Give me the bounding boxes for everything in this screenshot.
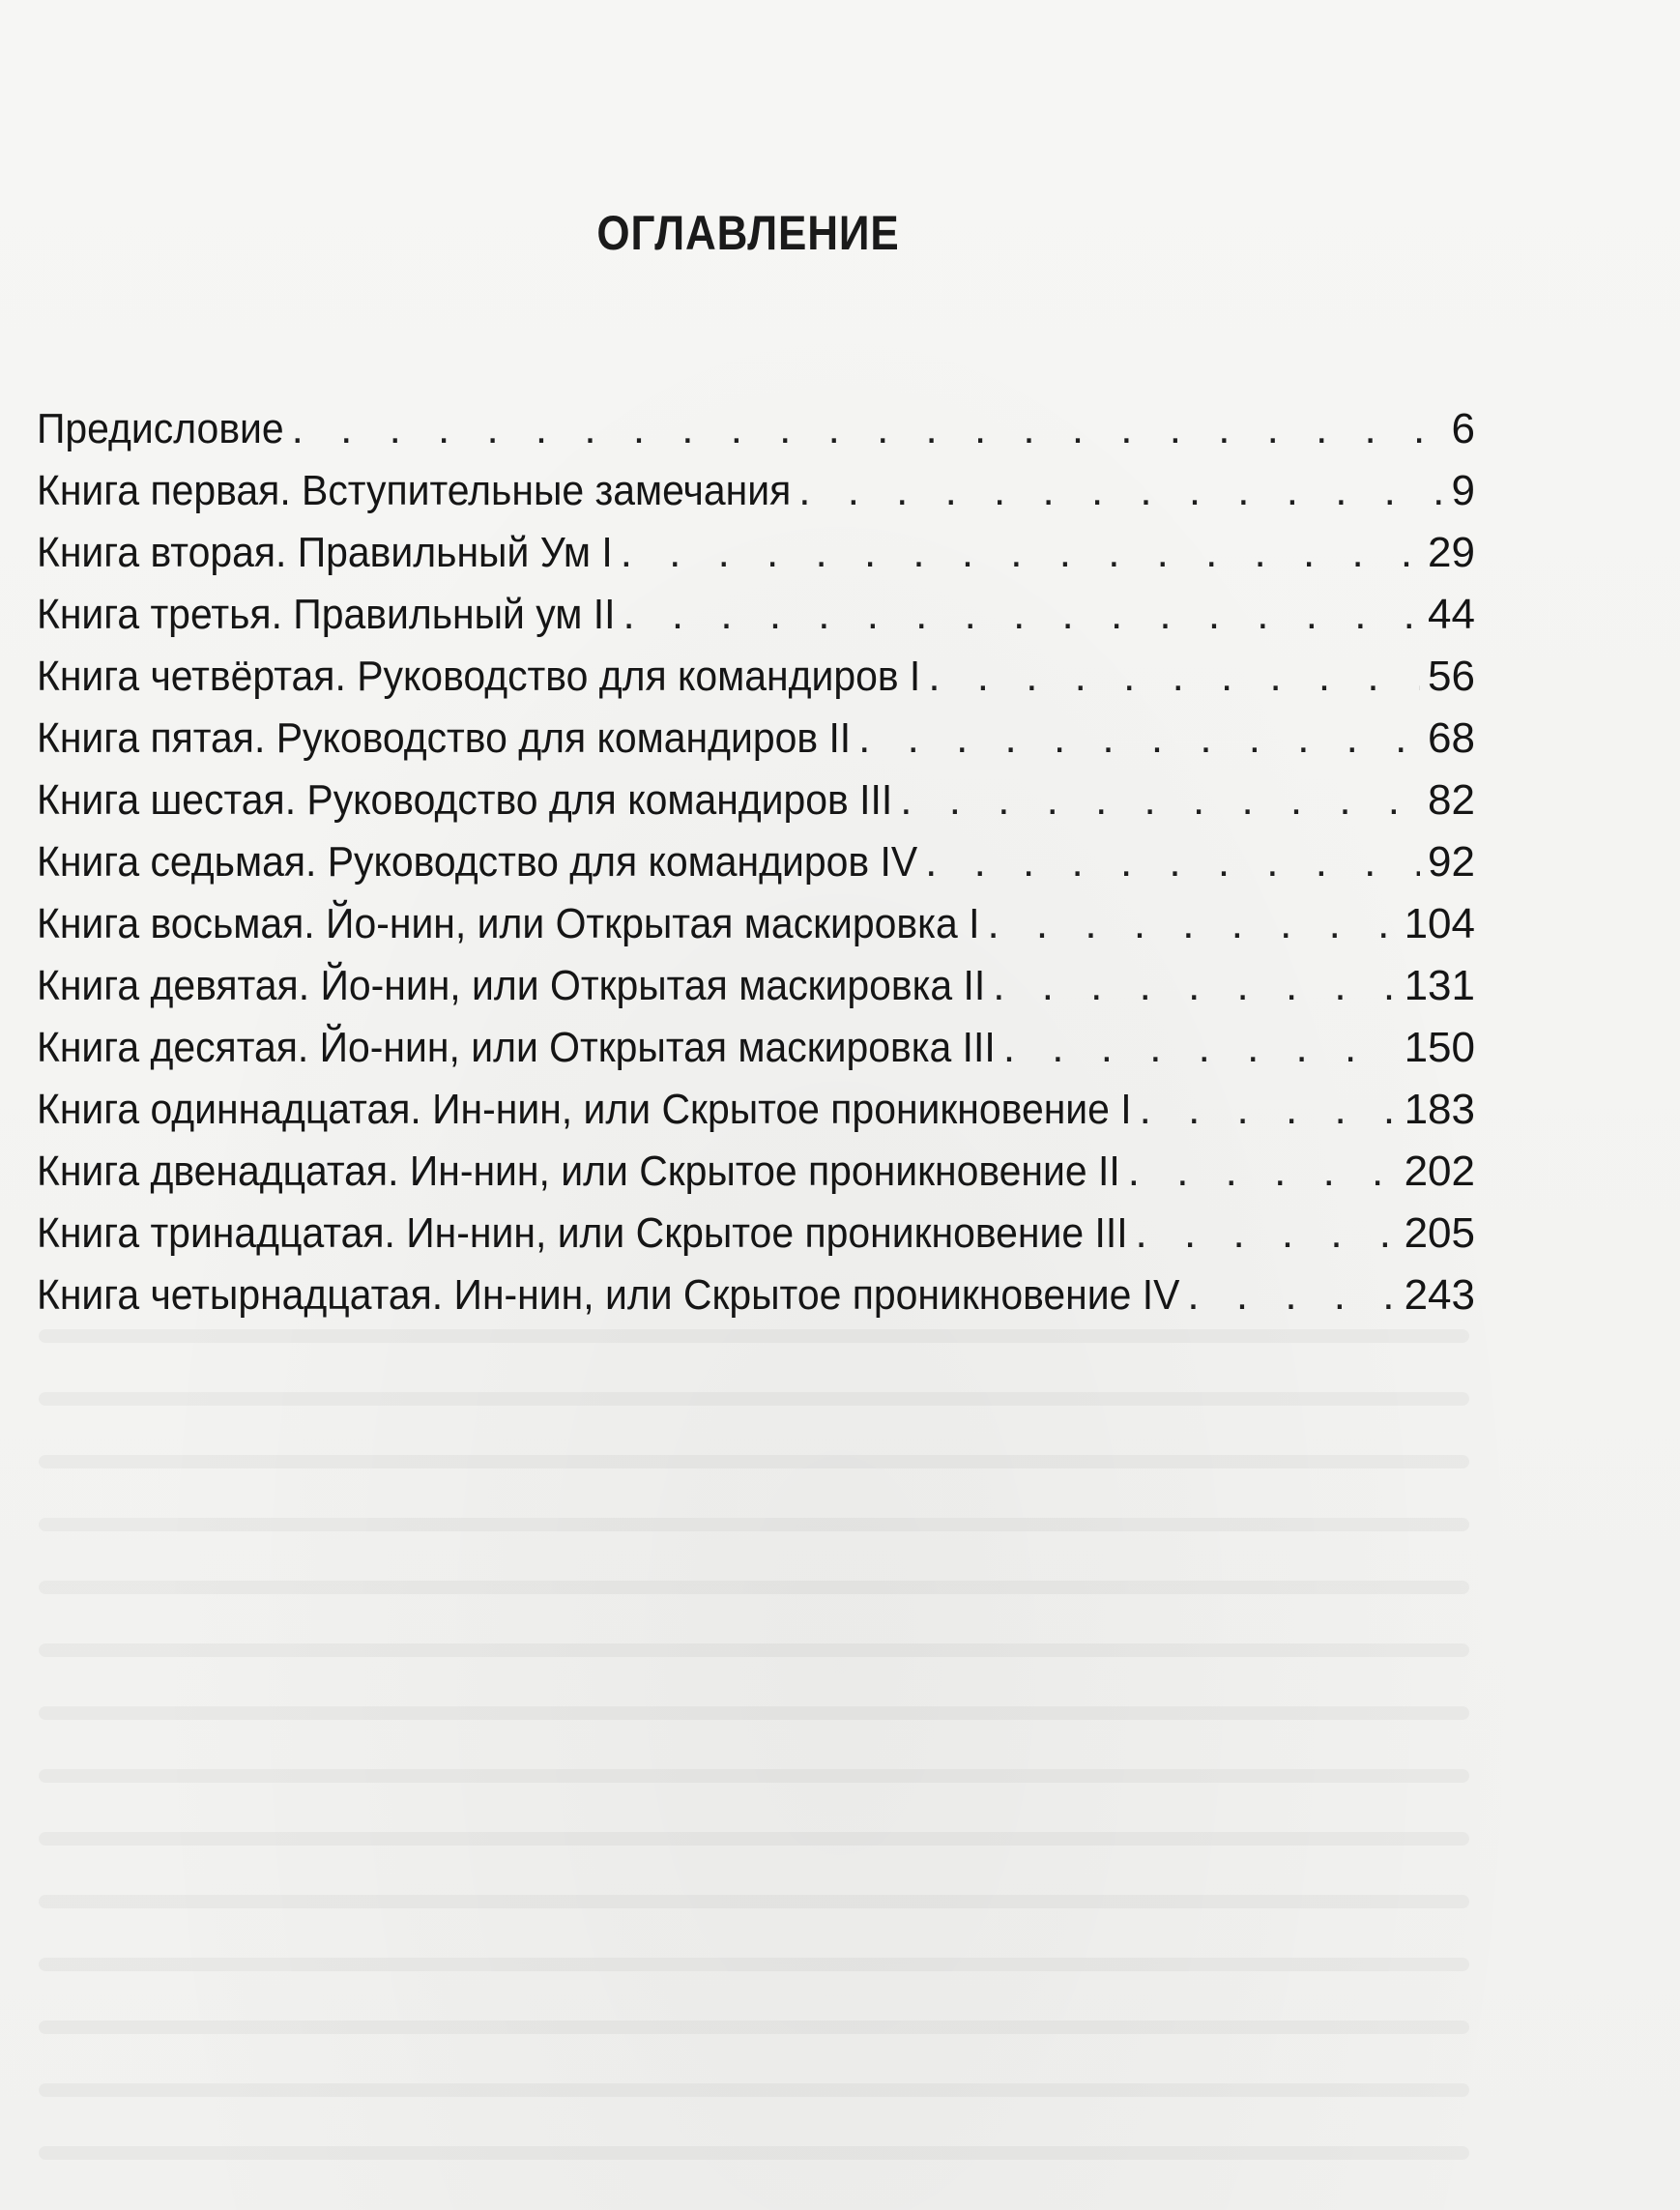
toc-entry-page: 202 [1404, 1148, 1475, 1195]
toc-entry [37, 708, 1475, 770]
toc-entry-page: 150 [1404, 1024, 1475, 1071]
toc-entry-title: Книга восьмая. Йо-нин, или Открытая маскировка I [37, 900, 980, 947]
bleed-through-line [39, 1518, 1469, 1531]
bleed-through-line [39, 1706, 1469, 1720]
toc-dot-leader [1003, 1017, 1397, 1079]
toc-entry [37, 522, 1475, 584]
toc-dot-leader [925, 831, 1420, 893]
toc-entry [37, 1017, 1475, 1079]
toc-dot-leader [1136, 1203, 1397, 1265]
toc-entry-title: Книга тринадцатая. Ин-нин, или Скрытое проникновение III [37, 1209, 1128, 1257]
toc-entry-page: 6 [1451, 405, 1475, 452]
bleed-through-line [39, 1581, 1469, 1594]
toc-entry [37, 460, 1475, 522]
toc-dot-leader [292, 398, 1444, 460]
toc-entry-page: 104 [1404, 900, 1475, 947]
toc-entry [37, 584, 1475, 646]
toc-entry-page: 9 [1451, 467, 1475, 514]
bleed-through-line [39, 1895, 1469, 1908]
toc-entry-page: 56 [1428, 653, 1475, 700]
bleed-through-line [39, 2083, 1469, 2097]
toc-entry-page: 29 [1428, 529, 1475, 576]
bleed-through-line [39, 1643, 1469, 1657]
toc-entry-title: Книга девятая. Йо-нин, или Открытая маскировка II [37, 962, 986, 1009]
toc-entry-page: 243 [1404, 1271, 1475, 1319]
toc-entry-title: Книга десятая. Йо-нин, или Открытая маскировка III [37, 1024, 996, 1071]
toc-entry-page: 205 [1404, 1209, 1475, 1257]
toc-entry-title: Книга пятая. Руководство для командиров II [37, 714, 852, 762]
toc-entry-title: Книга вторая. Правильный Ум I [37, 529, 613, 576]
toc-entry [37, 1079, 1475, 1141]
toc-dot-leader [858, 708, 1420, 770]
toc-entry-title: Книга седьмая. Руководство для командиров IV [37, 838, 918, 886]
toc-entry-title: Книга третья. Правильный ум II [37, 591, 616, 638]
toc-entry-title: Книга четвёртая. Руководство для командиров I [37, 653, 921, 700]
toc-entry-page: 183 [1404, 1086, 1475, 1133]
toc-dot-leader [987, 893, 1396, 955]
toc-entry [37, 1265, 1475, 1326]
bleed-through-line [39, 1329, 1469, 1343]
bleed-through-line [39, 1769, 1469, 1783]
toc-entry-page: 68 [1428, 714, 1475, 762]
toc-dot-leader [993, 955, 1396, 1017]
toc-entry-title: Предисловие [37, 405, 284, 452]
bleed-through-line [39, 1958, 1469, 1971]
toc-entry-title: Книга шестая. Руководство для командиров III [37, 776, 893, 824]
toc-dot-leader [1140, 1079, 1397, 1141]
bleed-through-line [39, 2146, 1469, 2160]
bleed-through-line [39, 1392, 1469, 1406]
table-of-contents [37, 398, 1475, 1326]
toc-entry [37, 831, 1475, 893]
toc-entry-title: Книга одиннадцатая. Ин-нин, или Скрытое проникновение I [37, 1086, 1132, 1133]
toc-dot-leader [623, 584, 1420, 646]
bleed-through-line [39, 1455, 1469, 1468]
toc-dot-leader [798, 460, 1443, 522]
toc-entry-page: 82 [1428, 776, 1475, 824]
toc-entry [37, 1203, 1475, 1265]
toc-entry-title: Книга четырнадцатая. Ин-нин, или Скрытое проникновение IV [37, 1271, 1180, 1319]
toc-entry-page: 44 [1428, 591, 1475, 638]
page-title: ОГЛАВЛЕНИЕ [596, 206, 900, 260]
toc-entry [37, 893, 1475, 955]
toc-entry-page: 92 [1428, 838, 1475, 886]
toc-dot-leader [928, 646, 1420, 708]
toc-entry-title: Книга двенадцатая. Ин-нин, или Скрытое проникновение II [37, 1148, 1120, 1195]
toc-entry-title: Книга первая. Вступительные замечания [37, 467, 792, 514]
toc-entry [37, 1141, 1475, 1203]
toc-entry [37, 770, 1475, 831]
toc-dot-leader [621, 522, 1420, 584]
toc-dot-leader [900, 770, 1420, 831]
toc-dot-leader [1187, 1265, 1396, 1326]
toc-entry [37, 398, 1475, 460]
toc-entry [37, 646, 1475, 708]
toc-dot-leader [1128, 1141, 1397, 1203]
toc-entry-page: 131 [1404, 962, 1475, 1009]
toc-entry [37, 955, 1475, 1017]
bleed-through-line [39, 1832, 1469, 1846]
bleed-through-line [39, 2021, 1469, 2034]
